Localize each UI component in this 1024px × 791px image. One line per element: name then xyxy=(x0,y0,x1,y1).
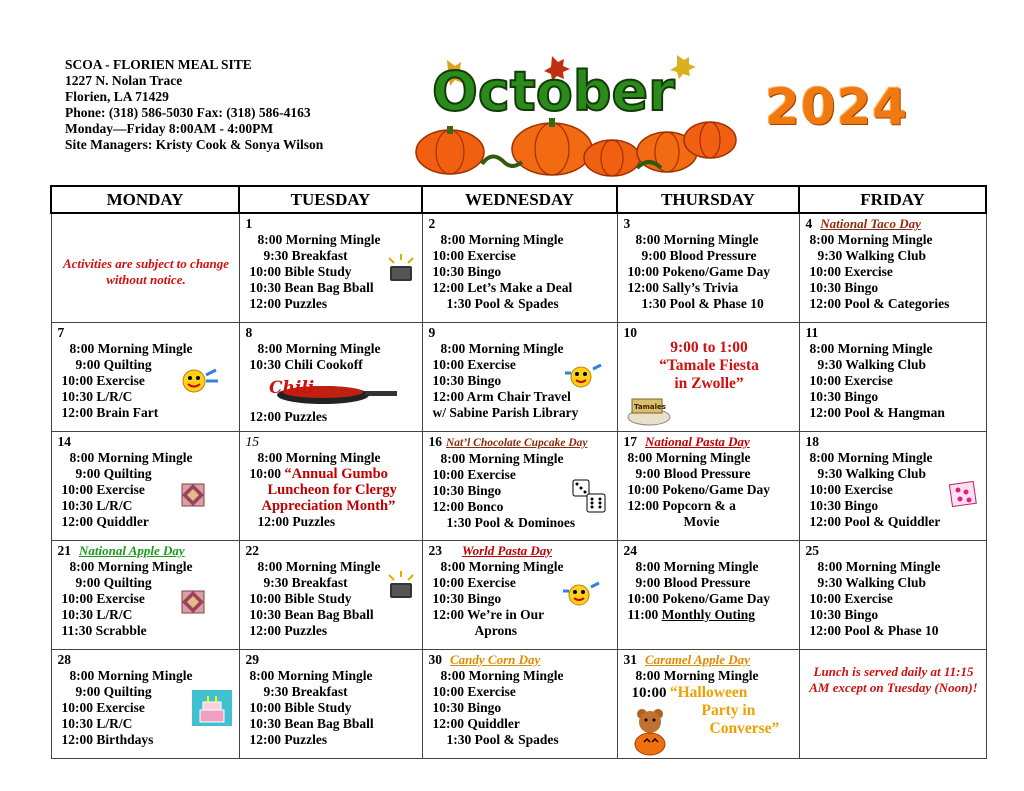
event-line: 10:00 Exercise xyxy=(432,467,516,482)
day-cell-25 xyxy=(799,541,986,650)
day-number: 31 xyxy=(623,652,637,667)
event-line: 10:30 Chili Cookoff xyxy=(249,357,363,372)
event-line: 9:30 Walking Club xyxy=(817,357,927,372)
event-line: 8:00 Morning Mingle xyxy=(257,341,381,356)
event-line: 10:00 Exercise xyxy=(432,357,516,372)
event-line: 10:30 L/R/C xyxy=(61,607,133,622)
event-line: 9:00 Blood Pressure xyxy=(635,466,751,481)
day-cell-22 xyxy=(239,541,422,650)
event-line: 8:00 Morning Mingle xyxy=(817,559,941,574)
event-line: 10:00 Bible Study xyxy=(249,264,352,279)
teddy-bear-pumpkin-icon xyxy=(628,706,672,756)
pumpkin-icon xyxy=(584,140,640,176)
day-cell-3 xyxy=(617,213,799,323)
day-number: 21 xyxy=(57,543,71,558)
event-title-line-2: in Zwolle” xyxy=(674,375,744,392)
pumpkin-icon xyxy=(416,126,484,174)
event-line: 10:30 L/R/C xyxy=(61,716,133,731)
site-managers: Site Managers: Kristy Cook & Sonya Wilson xyxy=(65,137,324,152)
event-line: 8:00 Morning Mingle xyxy=(249,668,373,683)
day-number: 22 xyxy=(245,543,259,558)
event-line: 12:00 We’re in Our xyxy=(432,607,545,622)
pumpkin-icon xyxy=(684,122,736,158)
event-line: 8:00 Morning Mingle xyxy=(69,559,193,574)
event-line: 10:00 Pokeno/Game Day xyxy=(627,591,770,606)
event-line: w/ Sabine Parish Library xyxy=(432,405,579,420)
day-cell-16 xyxy=(422,432,617,541)
day-number: 2 xyxy=(428,216,436,231)
bible-icon xyxy=(385,254,417,284)
event-title-line-1: “Annual Gumbo xyxy=(284,466,388,482)
event-line: 10:00 Exercise xyxy=(809,373,893,388)
event-line: 10:30 Bingo xyxy=(432,483,502,498)
chili-logo xyxy=(246,373,418,409)
event-line: 10:00 Pokeno/Game Day xyxy=(627,482,770,497)
event-line: 12:00 Pool & Hangman xyxy=(809,405,945,420)
event-line: 8:00 Morning Mingle xyxy=(635,559,759,574)
event-line: 11:30 Scrabble xyxy=(61,623,147,638)
address-line-1: 1227 N. Nolan Trace xyxy=(65,73,183,88)
week-row-4 xyxy=(51,541,986,650)
day-number: 16 xyxy=(428,434,442,449)
event-line: 8:00 Morning Mingle xyxy=(69,450,193,465)
day-cell-29 xyxy=(239,650,422,759)
event-line: 10:00 Exercise xyxy=(61,700,145,715)
event-line: 1:30 Pool & Spades xyxy=(446,732,559,747)
event-line: 9:00 Blood Pressure xyxy=(641,248,757,263)
special-day: National Pasta Day xyxy=(645,434,750,449)
week-row-5 xyxy=(51,650,986,759)
day-number: 4 xyxy=(805,216,813,231)
event-line: 10:00 Exercise xyxy=(61,482,145,497)
event-time: 10:00 xyxy=(249,466,281,481)
lunch-notice: Lunch is served daily at 11:15 AM except on Tuesday (Noon)! xyxy=(809,664,978,695)
event-line: 12:00 Birthdays xyxy=(61,732,154,747)
day-cell-8 xyxy=(239,323,422,432)
day-cell-30 xyxy=(422,650,617,759)
day-number: 15 xyxy=(245,434,259,449)
event-line: 10:30 Bingo xyxy=(809,389,879,404)
hours: Monday—Friday 8:00AM - 4:00PM xyxy=(65,121,274,136)
day-number: 29 xyxy=(245,652,259,667)
special-day: National Taco Day xyxy=(820,216,921,231)
event-line: 8:00 Morning Mingle xyxy=(635,668,759,683)
month-title: October xyxy=(432,60,675,123)
event-line: 12:00 Puzzles xyxy=(257,514,336,529)
event-line: 10:30 Bean Bag Bball xyxy=(249,280,374,295)
event-line: 9:00 Blood Pressure xyxy=(635,575,751,590)
special-day: National Apple Day xyxy=(79,543,185,558)
event-line: 12:00 Sally’s Trivia xyxy=(627,280,739,295)
event-line: 9:30 Walking Club xyxy=(817,575,927,590)
event-line: 12:00 Arm Chair Travel xyxy=(432,389,571,404)
event-line: 9:00 Quilting xyxy=(75,684,152,699)
event-line: 12:00 Let’s Make a Deal xyxy=(432,280,573,295)
day-cell-21 xyxy=(51,541,239,650)
october-title-art xyxy=(412,52,742,177)
weekday-monday: MONDAY xyxy=(51,186,239,213)
event-line: 10:30 Bingo xyxy=(432,373,502,388)
event-line: 8:00 Morning Mingle xyxy=(809,341,933,356)
event-line: 9:30 Walking Club xyxy=(817,466,927,481)
weekday-header-row xyxy=(51,186,986,213)
day-number: 1 xyxy=(245,216,253,231)
day-cell-7 xyxy=(51,323,239,432)
day-cell-4 xyxy=(799,213,986,323)
smiley-icon xyxy=(561,581,601,607)
event-line: 8:00 Morning Mingle xyxy=(635,232,759,247)
site-name: SCOA - FLORIEN MEAL SITE xyxy=(65,57,252,72)
event-line: 10:00 Exercise xyxy=(61,591,145,606)
weekday-thursday: THURSDAY xyxy=(617,186,799,213)
event-line: 12:00 Pool & Phase 10 xyxy=(809,623,939,638)
event-time: 11:00 xyxy=(627,607,659,622)
notice-cell xyxy=(51,213,239,323)
smiley-icon xyxy=(563,363,603,389)
event-line: 10:00 Exercise xyxy=(809,591,893,606)
event-line: 8:00 Morning Mingle xyxy=(440,232,564,247)
event-title-line-1: “Halloween xyxy=(669,684,748,701)
weekday-tuesday: TUESDAY xyxy=(239,186,422,213)
event-line: 12:00 Brain Fart xyxy=(61,405,159,420)
event-title-line-1: “Tamale Fiesta xyxy=(659,357,759,374)
event-title-line-2: Party in xyxy=(701,702,756,719)
day-number: 25 xyxy=(805,543,819,558)
event-line: 12:00 Pool & Categories xyxy=(809,296,950,311)
smiley-icon xyxy=(180,367,220,395)
event-line: 10:30 Bingo xyxy=(432,591,502,606)
event-line: 10:30 L/R/C xyxy=(61,498,133,513)
year-title: 2024 xyxy=(765,78,909,136)
event-line: 10:00 Bible Study xyxy=(249,700,352,715)
event-line: 8:00 Morning Mingle xyxy=(440,451,564,466)
week-row-1 xyxy=(51,213,986,323)
day-cell-31 xyxy=(617,650,799,759)
tamales-label: Tamales xyxy=(633,403,666,411)
event-line: 12:00 Quiddler xyxy=(61,514,149,529)
event-line: 8:00 Morning Mingle xyxy=(69,341,193,356)
event-line: 12:00 Quiddler xyxy=(432,716,520,731)
birthday-cake-icon xyxy=(192,690,232,726)
event-line: 8:00 Morning Mingle xyxy=(257,232,381,247)
day-number: 9 xyxy=(428,325,436,340)
week-row-2 xyxy=(51,323,986,432)
day-cell-17 xyxy=(617,432,799,541)
day-number: 14 xyxy=(57,434,71,449)
day-number: 3 xyxy=(623,216,631,231)
monthly-outing: Monthly Outing xyxy=(661,607,756,622)
phone-fax: Phone: (318) 586-5030 Fax: (318) 586-4163 xyxy=(65,105,311,120)
event-line: 8:00 Morning Mingle xyxy=(809,450,933,465)
week-row-3 xyxy=(51,432,986,541)
address-line-2: Florien, LA 71429 xyxy=(65,89,169,104)
day-number: 17 xyxy=(623,434,637,449)
event-line: 10:30 Bean Bag Bball xyxy=(249,716,374,731)
event-title-line-3: Converse” xyxy=(709,720,780,737)
chili-logo-text: Chili xyxy=(268,378,314,398)
event-line: Movie xyxy=(683,514,720,529)
event-line: 12:00 Puzzles xyxy=(249,409,328,424)
event-line: Aprons xyxy=(474,623,518,638)
event-line: 12:00 Puzzles xyxy=(249,732,328,747)
event-line: 8:00 Morning Mingle xyxy=(257,559,381,574)
bible-icon xyxy=(385,571,417,601)
day-cell-18 xyxy=(799,432,986,541)
event-line: 8:00 Morning Mingle xyxy=(69,668,193,683)
event-line: 9:00 Quilting xyxy=(75,575,152,590)
event-line: 10:00 Exercise xyxy=(61,373,145,388)
day-cell-11 xyxy=(799,323,986,432)
event-line: 8:00 Morning Mingle xyxy=(440,559,564,574)
event-line: 10:00 Exercise xyxy=(809,482,893,497)
special-day: World Pasta Day xyxy=(462,543,553,558)
event-line: 9:00 Quilting xyxy=(75,466,152,481)
event-line: 9:30 Breakfast xyxy=(263,248,348,263)
event-title-line-3: Appreciation Month” xyxy=(261,498,396,514)
day-number: 23 xyxy=(428,543,442,558)
event-line: 12:00 Pool & Quiddler xyxy=(809,514,941,529)
day-cell-28 xyxy=(51,650,239,759)
event-time: 10:00 xyxy=(631,685,667,701)
day-cell-14 xyxy=(51,432,239,541)
event-line: 12:00 Puzzles xyxy=(249,296,328,311)
event-line: 9:30 Breakfast xyxy=(263,575,348,590)
day-cell-10 xyxy=(617,323,799,432)
event-line: 10:00 Bible Study xyxy=(249,591,352,606)
event-line: 1:30 Pool & Phase 10 xyxy=(641,296,764,311)
event-line: 10:30 L/R/C xyxy=(61,389,133,404)
change-notice: Activities are subject to change without notice. xyxy=(62,256,230,287)
event-line: 9:30 Walking Club xyxy=(817,248,927,263)
event-line: 8:00 Morning Mingle xyxy=(257,450,381,465)
chili-pan-icon xyxy=(261,377,401,407)
event-line: 9:30 Breakfast xyxy=(263,684,348,699)
event-line: 10:30 Bingo xyxy=(432,264,502,279)
lunch-note-cell xyxy=(799,650,986,759)
event-line: 8:00 Morning Mingle xyxy=(440,341,564,356)
day-number: 30 xyxy=(428,652,442,667)
day-number: 28 xyxy=(57,652,71,667)
special-day: Nat’l Chocolate Cupcake Day xyxy=(446,437,588,449)
event-line: 8:00 Morning Mingle xyxy=(627,450,751,465)
quilt-icon xyxy=(180,482,206,508)
event-line: 1:30 Pool & Dominoes xyxy=(446,515,576,530)
event-line: 8:00 Morning Mingle xyxy=(440,668,564,683)
site-info xyxy=(65,57,323,153)
event-line: 10:00 Exercise xyxy=(432,248,516,263)
dice-icon xyxy=(571,478,607,514)
tamales-icon xyxy=(626,393,672,427)
day-number: 11 xyxy=(805,325,819,340)
event-line: 10:30 Bingo xyxy=(432,700,502,715)
event-line: 10:00 Exercise xyxy=(809,264,893,279)
event-time: 9:00 to 1:00 xyxy=(670,339,748,356)
quilt-icon xyxy=(180,589,206,615)
event-line: 10:00 Exercise xyxy=(432,575,516,590)
day-number: 18 xyxy=(805,434,819,449)
event-line: 9:00 Quilting xyxy=(75,357,152,372)
day-cell-9 xyxy=(422,323,617,432)
event-line: 10:30 Bingo xyxy=(809,280,879,295)
event-line: 10:30 Bingo xyxy=(809,607,879,622)
day-cell-24 xyxy=(617,541,799,650)
calendar-grid xyxy=(50,185,987,759)
event-title-line-2: Luncheon for Clergy xyxy=(267,482,397,498)
special-day: Caramel Apple Day xyxy=(645,652,750,667)
day-cell-15 xyxy=(239,432,422,541)
pumpkin-icon xyxy=(512,118,592,175)
bingo-card-icon xyxy=(948,480,978,510)
event-line: 10:00 Exercise xyxy=(432,684,516,699)
event-line: 12:00 Puzzles xyxy=(249,623,328,638)
weekday-friday: FRIDAY xyxy=(799,186,986,213)
day-cell-2 xyxy=(422,213,617,323)
event-line: 10:00 Pokeno/Game Day xyxy=(627,264,770,279)
event-line: 12:00 Bonco xyxy=(432,499,504,514)
day-cell-1 xyxy=(239,213,422,323)
event-line: 10:30 Bingo xyxy=(809,498,879,513)
special-day: Candy Corn Day xyxy=(450,652,541,667)
weekday-wednesday: WEDNESDAY xyxy=(422,186,617,213)
event-line: 8:00 Morning Mingle xyxy=(809,232,933,247)
day-number: 8 xyxy=(245,325,253,340)
day-cell-23 xyxy=(422,541,617,650)
day-number: 10 xyxy=(623,325,637,340)
event-line: 12:00 Popcorn & a xyxy=(627,498,736,513)
day-number: 7 xyxy=(57,325,65,340)
event-line: 1:30 Pool & Spades xyxy=(446,296,559,311)
day-number: 24 xyxy=(623,543,637,558)
event-line: 10:30 Bean Bag Bball xyxy=(249,607,374,622)
